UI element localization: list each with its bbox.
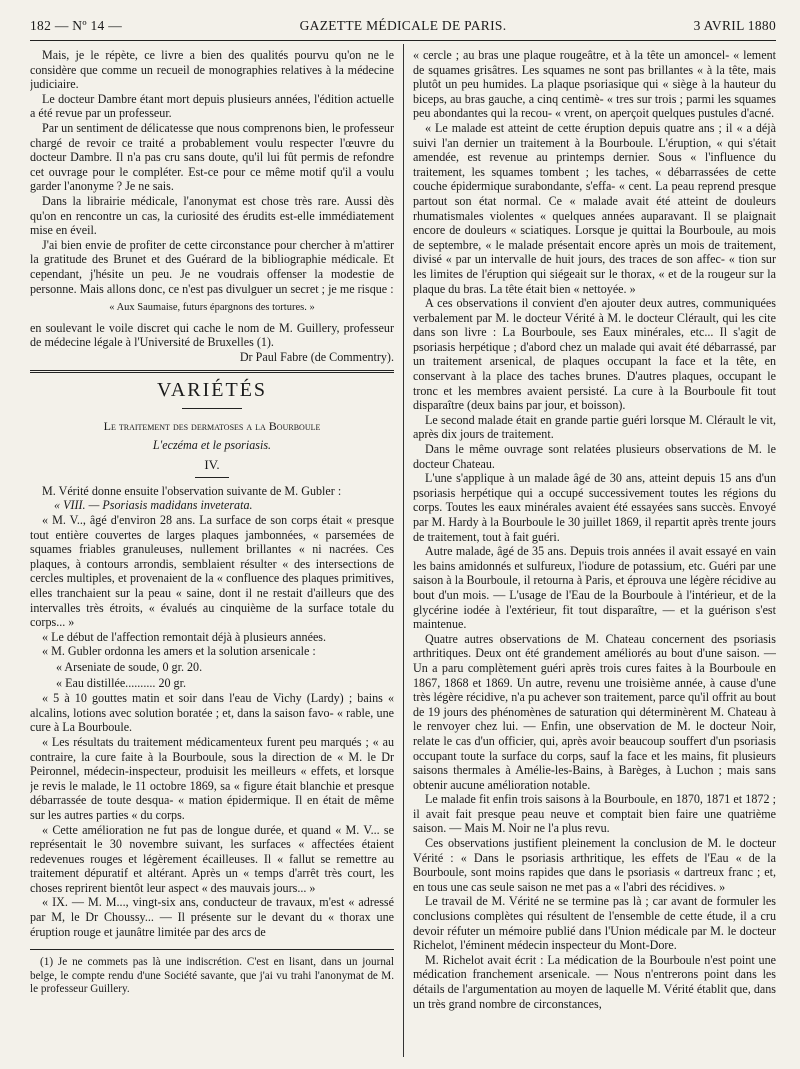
article-subtitle: L'eczéma et le psoriasis. — [152, 437, 272, 452]
paragraph: « cercle ; au bras une plaque rougeâtre, et à la tête un amoncel- « lement de squames grisâtres. Les squames ne sont pas brillantes « à la tête, mais plutôt un peu humides. La plaque psoriasique qui « siège à la hauteur du biceps, au bras gauche, a cinq centimè- « tres sur trois ; parmi les squames peu abondantes qui la recou- « vrent, on aperçoit quelques pustules d'acné. — [413, 48, 776, 121]
right-column — [413, 48, 776, 1057]
paragraph: M. Vérité donne ensuite l'observation suivante de M. Gubler : — [42, 483, 342, 498]
paragraph: Le travail de M. Vérité ne se termine pas là ; car avant de formuler les conclusions complètes qui résultent de l'ensemble de cette étude, il a cru devoir réfuter un mémoire publié dans l'Union médicale par M. le docteur Richelot, l'éminent médecin inspecteur du Mont-Dore. — [413, 894, 776, 953]
paragraph: « M. Gubler ordonna les amers et la solution arsenicale : — [42, 644, 316, 659]
paragraph: « M. V.., âgé d'environ 28 ans. La surface de son corps était « presque tout entière couvertes de larges plaques jambonnées, « parsemées de squames friables granuleuses, nullement brillantes « ni nacrées. Ces plaques, à contours arrondis, semblaient résulter « des intersections de cercles multiples, et provenaient de la « confluence des plaques primitives, elles tranchaient sur la peau « saine, dont il ne restait d'ailleurs que des intervalles très étroits, « évalués au cinquième de la surface totale du corps... » — [30, 513, 394, 630]
paragraph: Dans le même ouvrage sont relatées plusieurs observations de M. le docteur Chateau. — [413, 442, 776, 471]
prescription-line: « Arseniate de soude, 0 gr. 20. — [56, 659, 203, 674]
part-number: IV. — [204, 457, 220, 473]
paragraph: L'une s'applique à un malade âgé de 30 ans, atteint depuis 15 ans d'un psoriasis herpétique qui a occupé successivement toutes les régions du corps. Toutes les eaux minérales avaient été essayées sans succès. Envoyé par M. Hardy à la Bourboule le 30 juillet 1869, il repartit après trente jours de traitement, tout à fait guéri. — [413, 471, 776, 544]
left-column — [30, 48, 394, 1057]
paragraph: Mais, je le répète, ce livre a bien des qualités pourvu qu'on ne le considère que comme un recueil de monographies relatives à la médecine judiciaire. — [30, 48, 394, 92]
paragraph: Le docteur Dambre étant mort depuis plusieurs années, l'édition actuelle a été revue par un professeur. — [30, 91, 394, 121]
paragraph: Autre malade, âgé de 35 ans. Depuis trois années il avait essayé en vain les bains amidonnés et sulfureux, l'iodure de potassium, etc. Guéri par une saison à la Bourboule, il retourna à Paris, et éprouva une légère récidive au bout d'un mois. — L'usage de l'Eau de la Bourboule à l'intérieur, et de la glycérine iodée à l'extérieur, fit tout disparaître, — et la guérison s'est maintenue. — [413, 544, 776, 632]
section-rule — [30, 370, 394, 373]
author-signature: Dr Paul Fabre (de Commentry). — [239, 349, 394, 364]
paragraph: en soulevant le voile discret qui cache le nom de M. Guillery, professeur de médecine légale à l'Université de Bruxelles (1). — [30, 320, 394, 350]
paragraph: Dans la librairie médicale, l'anonymat est chose très rare. Aussi dès qu'on en rencontre un cas, la curiosité des érudits est-elle immédiatement mise en éveil. — [30, 193, 394, 238]
article-title: Le traitement des dermatoses a la Bourboule — [103, 419, 321, 434]
verse-quote: « Aux Saumaise, futurs épargnons des tortures. » — [109, 302, 315, 314]
title-rule — [182, 408, 242, 409]
journal-title: GAZETTE MÉDICALE DE PARIS. — [299, 18, 507, 33]
prescription-line: « Eau distillée.......... 20 gr. — [56, 675, 186, 690]
page-header — [30, 14, 776, 41]
paragraph: Le second malade était en grande partie guéri lorsque M. Clérault le vit, après dix jours de traitement. — [413, 412, 776, 442]
paragraph: Le malade fit enfin trois saisons à la Bourboule, en 1870, 1871 et 1872 ; il avait fait presque peau neuve et comptait bien faire une quatrième saison. — Mais M. Noir ne l'a plus revu. — [413, 792, 776, 836]
footnote-rule — [30, 949, 394, 950]
paragraph: « Cette amélioration ne fut pas de longue durée, et quand « M. V... se représentait le 30 novembre suivant, les surfaces « affectées étaient redevenues rouges et légèrement écailleuses. Il « fallut se remettre au traitement dépuratif et altérant. Après un « temps d'arrêt très court, les choses reprirent bientôt leur aspect « des mauvais jours... » — [30, 822, 394, 895]
paragraph: « IX. — M. M..., vingt-six ans, conducteur de travaux, m'est « adressé par M, le Dr Choussy... — Il présente sur le devant du « thorax une éruption rouge et jaunâtre limitée par des arcs de — [30, 895, 394, 939]
paragraph: « Le malade est atteint de cette éruption depuis quatre ans ; il « a déjà suivi l'an dernier un traitement à la Bourboule. L'éruption, « qui s'était amendée, est revenue au printemps dernier. Sous « l'influence du traitement, les squames tombent ; les taches, « débarrassées de cette couche épidermique surabondante, s'effa- « cent. La peau reprend presque partout son état normal. Ce « malade avait été atteint de douleurs rhumatismales violentes « quelques années auparavant. Il se plaignait encore de douleurs « sciatiques. Lorsque je quittai la Bourboule, au mois de septembre, « le malade présentait encore après un mois de traitement, divisé « par un intervalle de huit jours, des traces de son affec- « tion sur les limites de l'éruption qui siégeait sur le thorax, « et de la rougeur sur la plaque du bras. La tête était bien « nettoyée. » — [413, 120, 776, 296]
paragraph: « 5 à 10 gouttes matin et soir dans l'eau de Vichy (Lardy) ; bains « alcalins, lotions avec solution boratée ; et, dans la saison favo- « rable, une cure à La Bourboule. — [30, 691, 394, 735]
section-title: VARIÉTÉS — [156, 379, 268, 402]
paragraph: Ces observations justifient pleinement la conclusion de M. le docteur Vérité : « Dans le psoriasis arthritique, les effets de l'Eau « de la Bourboule, sont moins rapides que dans le psoriasis « dartreux franc ; et, en tous une cas seule saison ne met pas a « l'abri des récidives. » — [413, 836, 776, 894]
page-number: 182 — Nº 14 — — [30, 18, 123, 33]
paragraph: Quatre autres observations de M. Chateau concernent des psoriasis arthritiques. Deux ont été grandement améliorés au bout d'une saison. — Un a paru complètement guéri après trois cures faites à la Bourboule en 1867, 1868 et 1869. Un autre, revenu une troisième année, à cause d'une très légère récidive, n'a pu achever son traitement, parce qu'il offrit au bout de 19 jours des phénomènes de saturation qui déterminèrent M. Chateau à le renvoyer chez lui. — Enfin, une observation de M. le docteur Noir, relate le cas d'un officier, qui, après avoir beaucoup souffert d'un psoriasis occupant toute la surface du corps, sauf la face et les mains, fit plusieurs saisons thermales à Amélie-les-Bains, à Barèges, à Luchon ; mais sans obtenir aucune amélioration notable. — [413, 631, 776, 792]
paragraph: « Les résultats du traitement médicamenteux furent peu marqués ; « au contraire, la cure faite à la Bourboule, sous la direction de « M. le Dr Peironnel, médecin-inspecteur, produisit les meilleurs « effets, et lorsque je revis le malade, le 11 octobre 1869, sa « figure était blanchie et presque débarrassée de toute desqua- « mation épidermique. Il en était de même sur les autres parties « du corps. — [30, 734, 394, 822]
case-title: « VIII. — Psoriasis madidans inveterata. — [54, 498, 253, 513]
issue-date: 3 AVRIL 1880 — [693, 18, 776, 33]
footnote: (1) Je ne commets pas là une indiscrétion. C'est en lisant, dans un journal belge, le compte rendu d'une Société savante, que j'ai vu trahi l'anonymat de M. le professeur Guillery. — [30, 956, 394, 996]
paragraph: M. Richelot avait écrit : La médication de la Bourboule n'est point une médication franchement arsenicale. — Nous n'entrerons point dans les détails de l'argumentation au moyen de laquelle M. Vérité établit que, dans un très grand nombre de circonstances, — [413, 952, 776, 1011]
paragraph: J'ai bien envie de profiter de cette circonstance pour chercher à m'attirer la gratitude des Brunet et des Guérard de la bibliographie médicale. Et cependant, j'hésite un peu. Je ne voudrais offenser la modestie de personne. Mais allons donc, ce n'est pas divulguer un secret ; je me risque : — [30, 237, 394, 296]
paragraph: Par un sentiment de délicatesse que nous comprenons bien, le professeur chargé de revoir ce traité a probablement voulu respecter l'œuvre du docteur Dambre. Il n'a pas cru sans doute, qu'il lui fût permis de refondre cet ouvrage pour le compléter. Est-ce pour ce même motif qu'il a voulu garder l'anonyme ? Je ne sais. — [30, 120, 394, 194]
paragraph: « Le début de l'affection remontait déjà à plusieurs années. — [42, 629, 327, 644]
part-rule — [195, 477, 229, 478]
paragraph: A ces observations il convient d'en ajouter deux autres, communiquées verbalement par M. le docteur Vérité à M. le docteur Clérault, qui les cite dans son livre : La Bourboule, ses Eaux minérales, etc... Il s'agit de psoriasis herpétique ; d'abord chez un malade qui avait été débarrassé, par un traitement arsenical, de plaques occupant la face et la tête, en conservant à la place des taches brunes. D'autres plaques, occupant le tronc et les membres avaient persisté. La cure à la Bourboule fit tout disparaître (deux bains par jour, et boisson). — [413, 296, 776, 413]
column-divider — [403, 44, 404, 1057]
